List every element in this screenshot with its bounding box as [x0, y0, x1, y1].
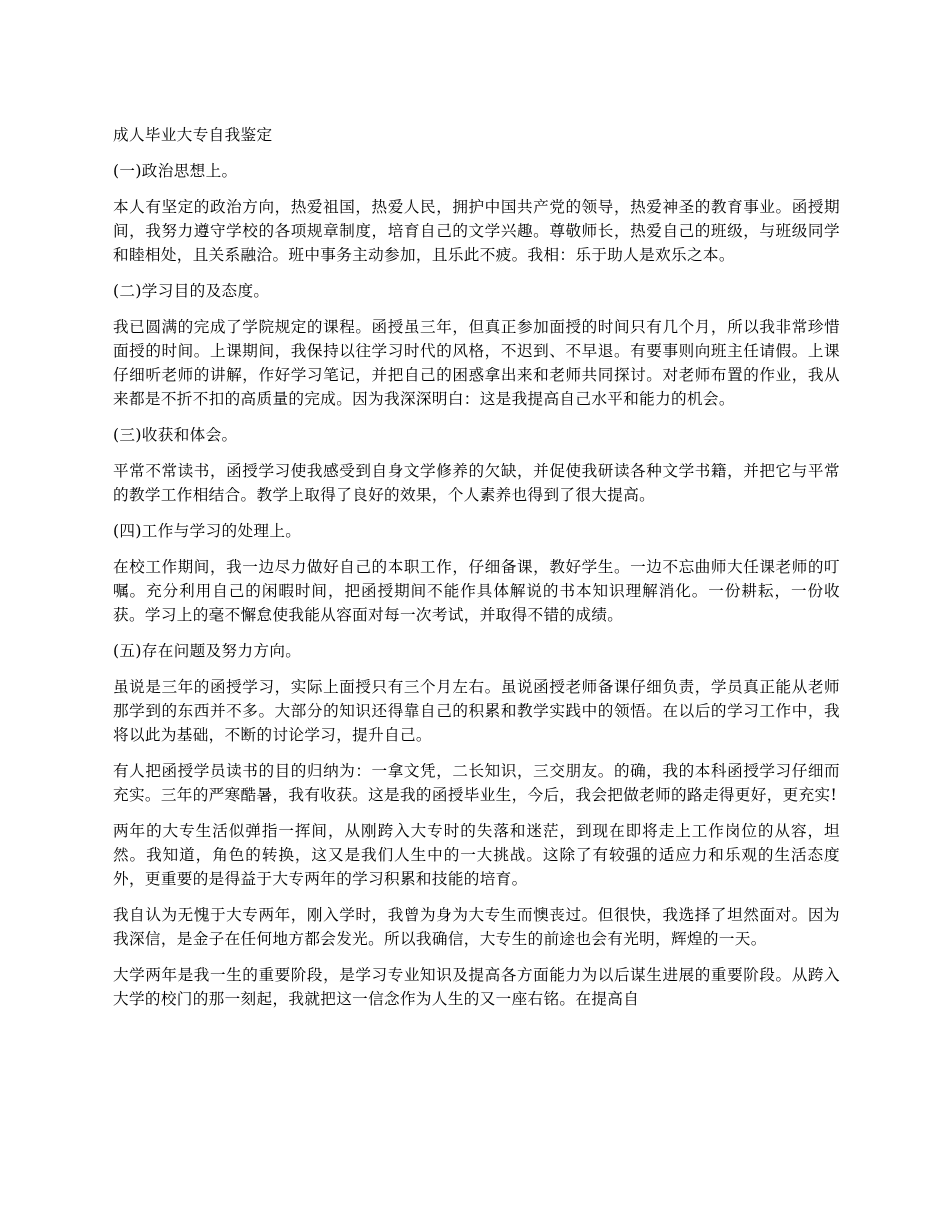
- paragraph-study-attitude: 我已圆满的完成了学院规定的课程。函授虽三年，但真正参加面授的时间只有几个月，所以我非常珍惜面授的时间。上课期间，我保持以往学习时代的风格，不迟到、不早退。有要事则向班主任请假。上课仔细听老师的讲解，作好学习笔记，并把自己的困惑拿出来和老师共同探讨。对老师布置的作业，我从来都是不折不扣的高质量的完成。因为我深深明白：这是我提高自己水平和能力的机会。: [113, 318, 840, 408]
- paragraph-university-stage: 大学两年是我一生的重要阶段，是学习专业知识及提高各方面能力为以后谋生进展的重要阶段。从跨入大学的校门的那一刻起，我就把这一信念作为人生的又一座右铭。在提高自: [113, 966, 840, 1008]
- section-heading-problems: (五)存在问题及努力方向。: [113, 642, 302, 660]
- paragraph-work-study: 在校工作期间，我一边尽力做好自己的本职工作，仔细备课，教好学生。一边不忘曲师大任课老师的叮嘱。充分利用自己的闲暇时间，把函授期间不能作具体解说的书本知识理解消化。一份耕耘，一份收获。学习上的毫不懈怠使我能从容面对每一次考试，并取得不错的成绩。: [113, 558, 840, 624]
- paragraph-gains: 平常不常读书，函授学习使我感受到自身文学修养的欠缺，并促使我研读各种文学书籍，并把它与平常的教学工作相结合。教学上取得了良好的效果，个人素养也得到了很大提高。: [113, 462, 840, 504]
- section-heading-study-attitude: (二)学习目的及态度。: [113, 282, 270, 300]
- section-heading-gains: (三)收获和体会。: [113, 426, 238, 444]
- document-title: 成人毕业大专自我鉴定: [113, 126, 273, 144]
- section-heading-work-study: (四)工作与学习的处理上。: [113, 522, 302, 540]
- paragraph-purpose: 有人把函授学员读书的目的归纳为：一拿文凭，二长知识，三交朋友。的确，我的本科函授学习仔细而充实。三年的严寒酷暑，我有收获。这是我的函授毕业生，今后，我会把做老师的路走得更好，更充实!: [113, 762, 840, 804]
- paragraph-problems: 虽说是三年的函授学习，实际上面授只有三个月左右。虽说函授老师备课仔细负责，学员真正能从老师那学到的东西并不多。大部分的知识还得靠自己的积累和教学实践中的领悟。在以后的学习工作中，我将以此为基础，不断的讨论学习，提升自己。: [113, 678, 840, 744]
- document-body: [113, 123, 840, 1023]
- section-heading-politics: (一)政治思想上。: [113, 162, 238, 180]
- paragraph-two-years: 两年的大专生活似弹指一挥间，从刚跨入大专时的失落和迷茫，到现在即将走上工作岗位的从容，坦然。我知道，角色的转换，这又是我们人生中的一大挑战。这除了有较强的适应力和乐观的生活态度外，更重要的是得益于大专两年的学习积累和技能的培育。: [113, 822, 840, 888]
- paragraph-self-assessment: 我自认为无愧于大专两年，刚入学时，我曾为身为大专生而懊丧过。但很快，我选择了坦然面对。因为我深信，是金子在任何地方都会发光。所以我确信，大专生的前途也会有光明，辉煌的一天。: [113, 906, 840, 948]
- paragraph-politics: 本人有坚定的政治方向，热爱祖国，热爱人民，拥护中国共产党的领导，热爱神圣的教育事业。函授期间，我努力遵守学校的各项规章制度，培育自己的文学兴趣。尊敬师长，热爱自己的班级，与班级同学和睦相处，且关系融洽。班中事务主动参加，且乐此不疲。我相：乐于助人是欢乐之本。: [113, 198, 840, 264]
